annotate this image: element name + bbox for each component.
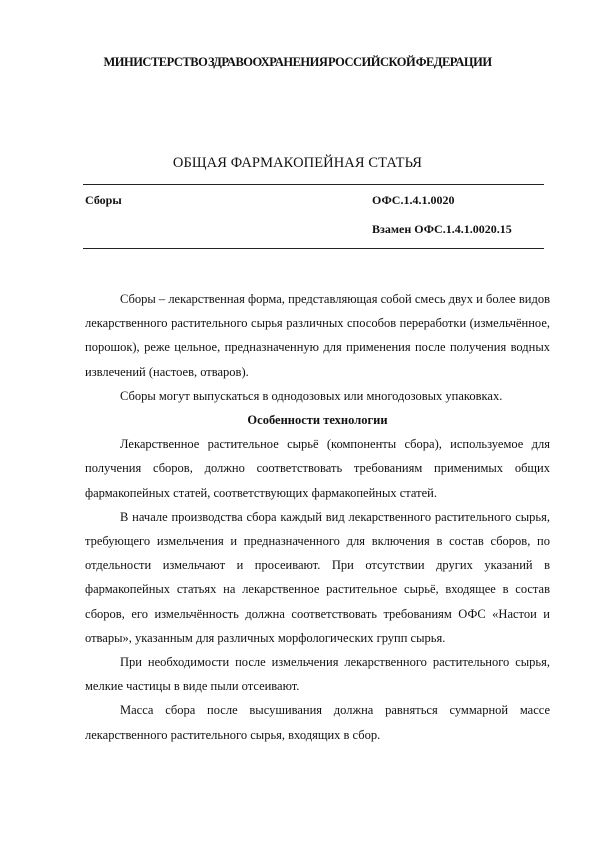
article-body bbox=[85, 287, 550, 747]
article-name: Сборы bbox=[85, 193, 122, 207]
document-type-title: ОБЩАЯ ФАРМАКОПЕЙНАЯ СТАТЬЯ bbox=[172, 155, 423, 171]
paragraph-packaging: Сборы могут выпускаться в однодозовых или многодозовых упаковках. bbox=[120, 388, 503, 403]
paragraph-raw-material: Лекарственное растительное сырьё (компоненты сбора), используемое для получения сборов, должно соответствовать требованиям применимых общих фармакопейных статей, соответствующих фармакопейных статей. bbox=[85, 437, 550, 500]
paragraph-grinding: В начале производства сбора каждый вид лекарственного растительного сырья, требующего измельчения и предназначенного для включения в состав сборов, по отдельности измельчают и просеивают. При отсутствии других указаний в фармакопейных статьях на лекарственное растительное сырьё, входящее в состав сборов, его измельчённость должна соответствовать требованиям ОФС «Настои и отвары», указанным для различных морфологических групп сырья. bbox=[85, 509, 550, 645]
article-code: ОФС.1.4.1.0020 bbox=[372, 193, 455, 207]
paragraph-mass: Масса сбора после высушивания должна равняться суммарной массе лекарственного растительного сырья, входящих в сбор. bbox=[85, 703, 550, 742]
ministry-heading: МИНИСТЕРСТВО ЗДРАВООХРАНЕНИЯ РОССИЙСКОЙ ФЕДЕРАЦИИ bbox=[103, 55, 492, 69]
header-divider-bottom bbox=[83, 248, 544, 249]
paragraph-definition: Сборы – лекарственная форма, представляющая собой смесь двух и более видов лекарственного растительного сырья различных способов переработки (измельчённое, порошок), реже цельное, предназначенную для применения после получения водных извлечений (настоев, отваров). bbox=[85, 292, 550, 379]
replaces-code: Взамен ОФС.1.4.1.0020.15 bbox=[372, 222, 512, 236]
section-title-technology: Особенности технологии bbox=[247, 413, 388, 428]
paragraph-dust-removal: При необходимости после измельчения лекарственного растительного сырья, мелкие частицы в виде пыли отсеивают. bbox=[85, 655, 550, 694]
header-divider-top bbox=[83, 184, 544, 185]
